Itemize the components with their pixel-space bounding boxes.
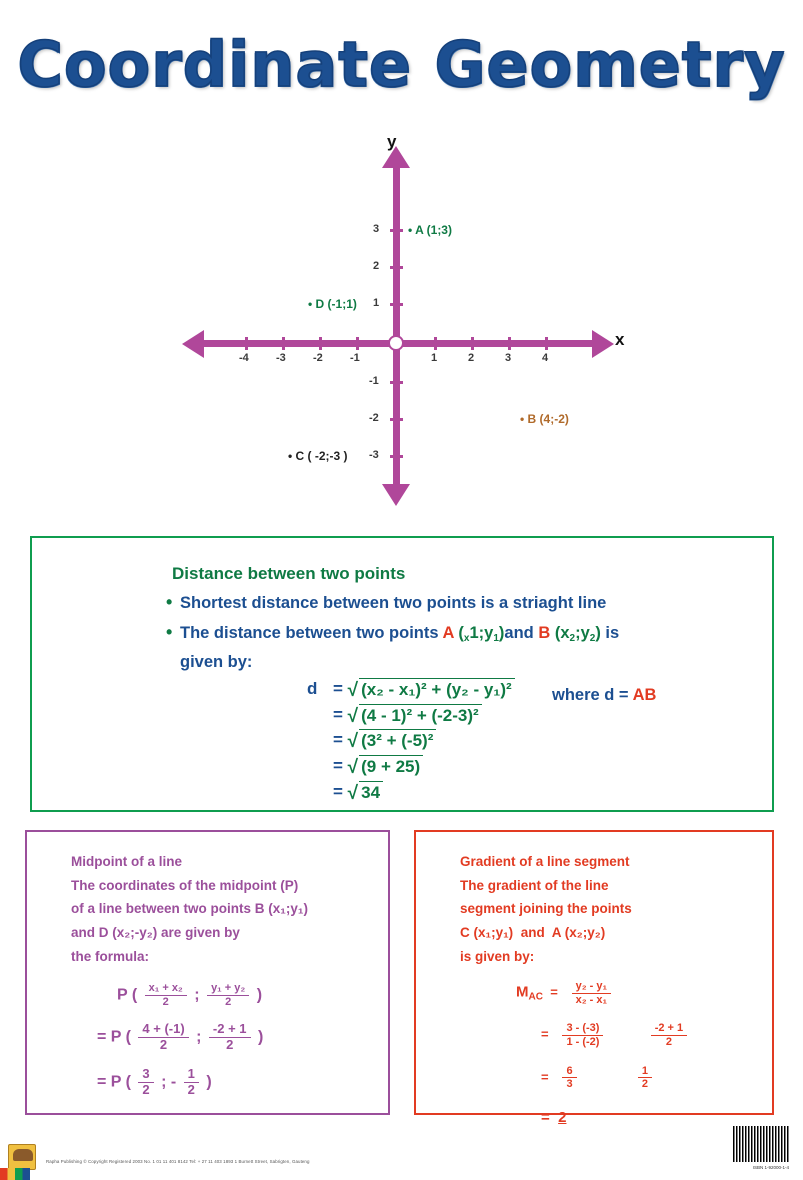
distance-d-symbol: d [307,679,318,698]
midpoint-frac-x2 [138,1022,188,1053]
gradient-eq-4: = [541,1108,550,1126]
gradient-m-label: M [516,983,529,1001]
point-d-label: • D (-1;1) [308,297,357,311]
midpoint-frac-x2-num: 4 + (-1) [138,1022,188,1038]
x-tick-label-3: 3 [505,352,512,364]
gradient-line-1: The gradient of the line [460,877,609,893]
distance-expr-2: (4 - 1)² + (-2-3)² [359,704,482,728]
midpoint-close-1: ) [256,986,263,1004]
x-tick-4 [545,337,548,350]
gradient-frac-3-num: 6 [562,1065,576,1079]
midpoint-frac-x-den: 2 [162,995,169,1008]
gradient-frac-2b [651,1022,687,1048]
x-tick-label--4: -4 [239,352,249,364]
radical-sign-1: √ [347,680,359,701]
midpoint-frac-y3 [184,1067,199,1098]
distance-calc-row-2 [307,704,772,730]
footer [0,1150,803,1180]
graph-canvas [190,132,625,510]
gradient-eq-3: = [541,1069,549,1085]
distance-given-by: given by: [180,653,253,671]
gradient-line-2: segment joining the points [460,901,632,917]
midpoint-sep-1: ; [194,986,200,1004]
gradient-m-sub: AC [528,991,543,1003]
x-axis-arrow-left-icon [182,330,204,358]
y-tick--1 [390,381,403,384]
midpoint-frac-y [207,982,249,1008]
midpoint-formula-2 [97,1022,388,1053]
distance-bullet-2 [180,624,772,644]
distance-point-b: B [538,624,551,642]
x-tick--4 [245,337,248,350]
distance-bullet-1: • Shortest distance between two points is a striaght line [180,594,772,613]
gradient-frac-2 [562,1022,603,1048]
gradient-frac-3b-num: 1 [638,1065,652,1079]
origin-marker [388,335,404,351]
y-tick-label--3: -3 [369,449,379,461]
x-tick-label--2: -2 [313,352,323,364]
y-tick-label--1: -1 [369,375,379,387]
midpoint-frac-y-num: y₁ + y₂ [207,982,249,996]
distance-point-a: A [442,624,454,642]
gradient-box [414,830,774,1126]
radical-sign-4: √ [347,756,359,778]
x-tick-2 [471,337,474,350]
midpoint-frac-x3 [138,1067,153,1098]
distance-expr-1: (x₂ - x₁)² + (y₂ - y₁)² [359,678,515,702]
midpoint-close-2: ) [257,1029,264,1047]
midpoint-p-label-2: = P ( [97,1029,131,1047]
publisher-logo-icon [8,1144,36,1170]
midpoint-minus-3: - [170,1073,177,1091]
distance-eq-3: = [333,730,343,750]
y-axis-label: y [387,132,397,151]
x-tick-label-1: 1 [431,352,438,364]
gradient-frac-1-num: y₂ - y₁ [572,980,611,994]
distance-expr-5: 34 [359,781,383,805]
distance-and: and [504,624,534,642]
midpoint-frac-x3-num: 3 [138,1067,153,1083]
gradient-frac-3b-den: 2 [641,1078,648,1091]
y-tick-label-1: 1 [373,297,380,309]
y-axis-arrow-down-icon [382,484,410,506]
distance-point-b-coords: $(x_2;y_2)$ [554,624,601,644]
distance-expr-3: (3² + (-5)² [359,729,436,753]
gradient-frac-2b-num: -2 + 1 [651,1022,687,1036]
y-tick--2 [390,418,403,421]
distance-point-a-coords: $(_x1;y_1)$ [458,624,505,644]
x-tick-label--1: -1 [350,352,360,364]
midpoint-frac-y-den: 2 [225,995,232,1008]
midpoint-line-2-text: of a line between two points [71,901,252,917]
point-a-label: • A (1;3) [408,223,452,237]
distance-is: is [605,624,620,642]
gradient-frac-3 [562,1065,576,1091]
point-c-label: • C ( -2;-3 ) [288,449,348,463]
midpoint-formula-1 [117,982,388,1008]
y-tick-3 [390,229,403,232]
gradient-frac-1-den: x₂ - x₁ [575,993,608,1006]
x-tick--3 [282,337,285,350]
midpoint-frac-y2-den: 2 [226,1037,234,1053]
isbn-label: ISBN 1-92000-1-4 [752,1165,789,1170]
gradient-line-3 [460,921,772,945]
midpoint-point-b: B (x₁;y₁) [254,901,308,917]
midpoint-frac-x-num: x₁ + x₂ [145,982,187,996]
midpoint-formula-3 [97,1067,388,1098]
y-tick-label--2: -2 [369,412,379,424]
gradient-heading: Gradient of a line segment [460,854,630,869]
gradient-eq-2: = [541,1026,549,1042]
gradient-frac-2-den: 1 - (-2) [566,1036,600,1049]
y-tick-label-3: 3 [373,223,380,235]
midpoint-given-by: are given by [161,924,240,940]
gradient-eq-1: = [550,984,558,1000]
where-ab: AB [632,686,657,704]
x-axis-arrow-right-icon [592,330,614,358]
distance-eq-1: = [333,679,343,698]
gradient-frac-3-den: 3 [566,1078,573,1091]
midpoint-close-3: ) [206,1073,212,1091]
midpoint-frac-y3-den: 2 [187,1082,195,1098]
midpoint-line-4: the formula: [71,948,150,964]
midpoint-p-label-3: = P ( [97,1073,131,1091]
color-bar [0,1168,30,1180]
x-tick-3 [508,337,511,350]
midpoint-and: and [71,924,96,940]
midpoint-line-2 [71,897,388,921]
footer-credits: Rapha Publishing © Copyright Registered 2003 No. 1 01 11 401 8142 Tel: + 27 11 403 1893 1 Burnett Street, Sabrigten, Gauteng [46,1159,310,1164]
x-tick--1 [356,337,359,350]
gradient-point-a: A (x₂;y₂) [551,924,606,940]
gradient-result: 2 [558,1108,567,1126]
gradient-frac-2-num: 3 - (-3) [562,1022,603,1036]
x-tick-label-2: 2 [468,352,475,364]
gradient-frac-3b [638,1065,652,1091]
midpoint-heading: Midpoint of a line [71,854,182,869]
gradient-point-c: C (x₁;y₁) [460,924,514,940]
y-tick-label-2: 2 [373,260,380,272]
point-b-label: • B (4;-2) [520,412,569,426]
page-title: Coordinate Geometry [17,28,786,101]
distance-calc-row-3 [307,729,772,755]
midpoint-frac-x3-den: 2 [142,1082,150,1098]
distance-eq-4: = [333,755,343,775]
distance-expr-4: (9 + 25) [359,755,423,779]
barcode-icon [733,1126,789,1162]
midpoint-point-d: D (x₂;-y₂) [98,924,158,940]
midpoint-p-label-1: P ( [117,986,138,1004]
gradient-frac-2b-den: 2 [665,1036,672,1049]
x-tick-label--3: -3 [276,352,286,364]
midpoint-frac-x [145,982,187,1008]
midpoint-frac-y3-num: 1 [184,1067,199,1083]
midpoint-box [25,830,390,1115]
y-tick-2 [390,266,403,269]
x-tick-label-4: 4 [542,352,549,364]
y-tick--3 [390,455,403,458]
x-tick--2 [319,337,322,350]
distance-where-note [552,686,656,705]
coordinate-graph [0,132,803,520]
distance-box [30,536,774,812]
y-axis-line [393,164,400,494]
midpoint-frac-x2-den: 2 [159,1037,168,1053]
gradient-frac-1 [572,980,611,1006]
distance-heading: Distance between two points [172,564,406,583]
distance-calculation [307,678,772,806]
midpoint-frac-y2 [209,1022,251,1053]
distance-calc-row-5 [307,781,772,807]
radical-sign-2: √ [347,705,359,727]
where-text: where d = [552,686,629,704]
x-axis-label: x [615,330,625,349]
radical-sign-5: √ [347,782,359,804]
gradient-formula-4 [541,1109,772,1126]
gradient-and: and [520,924,545,940]
y-tick-1 [390,303,403,306]
gradient-formula-3 [541,1065,772,1091]
gradient-line-4: is given by: [460,948,535,964]
midpoint-sep-3: ; [161,1073,167,1091]
midpoint-frac-y2-num: -2 + 1 [209,1022,251,1038]
distance-calc-row-4 [307,755,772,781]
radical-sign-3: √ [347,731,359,753]
distance-eq-2: = [333,704,343,724]
distance-eq-5: = [333,781,343,801]
distance-calc-row-1 [307,678,772,704]
distance-bullet-2-text: The distance between two points [180,624,439,642]
gradient-formula-2 [541,1022,772,1048]
midpoint-line-1: The coordinates of the midpoint (P) [71,877,299,893]
gradient-formula-1 [516,980,772,1006]
midpoint-line-3 [71,921,388,945]
x-tick-1 [434,337,437,350]
midpoint-sep-2: ; [196,1029,202,1047]
